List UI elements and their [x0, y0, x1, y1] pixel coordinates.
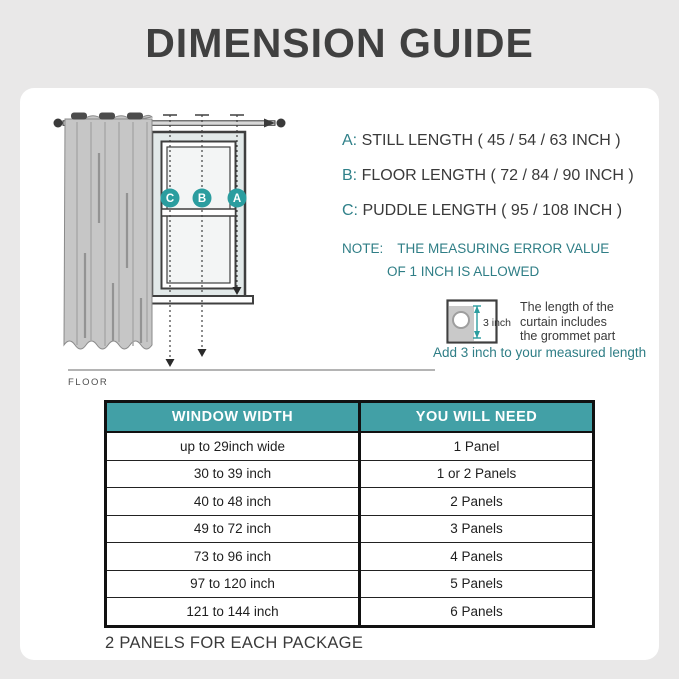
note-label: NOTE: — [342, 241, 384, 256]
cell-width: up to 29inch wide — [106, 432, 360, 460]
rod-finial-left — [54, 119, 63, 128]
floor-label: FLOOR — [68, 377, 109, 388]
measurement-b-letter: B: — [342, 167, 358, 184]
grommet-size-label: 3 inch — [483, 317, 512, 329]
cell-width: 49 to 72 inch — [106, 515, 360, 543]
header-window-width: WINDOW WIDTH — [106, 402, 360, 433]
table-row — [106, 432, 594, 460]
curtain — [64, 113, 152, 350]
package-note: 2 PANELS FOR EACH PACKAGE — [105, 634, 364, 652]
measurement-a — [342, 132, 621, 150]
grommet-desc-line2: curtain includes — [520, 314, 607, 329]
line-badges — [161, 189, 247, 208]
page-title: DIMENSION GUIDE — [145, 20, 534, 66]
badge-a-label: A — [232, 193, 242, 205]
grommet-ring-icon — [453, 312, 469, 328]
cell-panels: 4 Panels — [360, 543, 594, 571]
grommet-desc-line3: the grommet part — [520, 329, 616, 343]
guide-card — [20, 88, 659, 660]
cell-width: 73 to 96 inch — [106, 543, 360, 571]
table-row — [106, 570, 594, 598]
measurement-a-letter: A: — [342, 132, 358, 149]
badge-b-label: B — [197, 193, 207, 205]
measurement-c-text: PUDDLE LENGTH ( 95 / 108 INCH ) — [362, 202, 623, 219]
measurement-b — [342, 167, 634, 185]
table-row — [106, 515, 594, 543]
measurement-a-text: STILL LENGTH ( 45 / 54 / 63 INCH ) — [361, 132, 621, 149]
cell-panels: 5 Panels — [360, 570, 594, 598]
grommet-tabs — [71, 113, 143, 120]
window — [143, 132, 253, 304]
rod-arrow-right — [264, 119, 275, 128]
table-row — [106, 598, 594, 627]
cell-panels: 1 or 2 Panels — [360, 460, 594, 488]
table-header-row — [106, 402, 594, 433]
cell-panels: 3 Panels — [360, 515, 594, 543]
grommet-diagram — [446, 299, 520, 347]
grommet-tip: Add 3 inch to your measured length — [433, 345, 647, 360]
cell-panels: 2 Panels — [360, 488, 594, 516]
note-text-line2: OF 1 INCH IS ALLOWED — [387, 264, 540, 279]
rod-finial-right — [277, 119, 286, 128]
cell-width: 30 to 39 inch — [106, 460, 360, 488]
cell-panels: 6 Panels — [360, 598, 594, 627]
grommet-desc-line1: The length of the — [520, 300, 614, 314]
cell-width: 40 to 48 inch — [106, 488, 360, 516]
header-you-will-need: YOU WILL NEED — [360, 402, 594, 433]
note — [342, 241, 609, 256]
cell-width: 121 to 144 inch — [106, 598, 360, 627]
table-row — [106, 460, 594, 488]
note-text-line1: THE MEASURING ERROR VALUE — [397, 241, 610, 256]
badge-c-label: C — [165, 193, 175, 205]
measurement-b-text: FLOOR LENGTH ( 72 / 84 / 90 INCH ) — [361, 167, 634, 184]
measurement-c-letter: C: — [342, 202, 358, 219]
cell-width: 97 to 120 inch — [106, 570, 360, 598]
panel-size-table — [104, 400, 595, 628]
window-sill — [143, 296, 253, 304]
measurement-c — [342, 202, 622, 220]
cell-panels: 1 Panel — [360, 432, 594, 460]
table-row — [106, 543, 594, 571]
grommet-description — [520, 300, 640, 344]
table-row — [106, 488, 594, 516]
